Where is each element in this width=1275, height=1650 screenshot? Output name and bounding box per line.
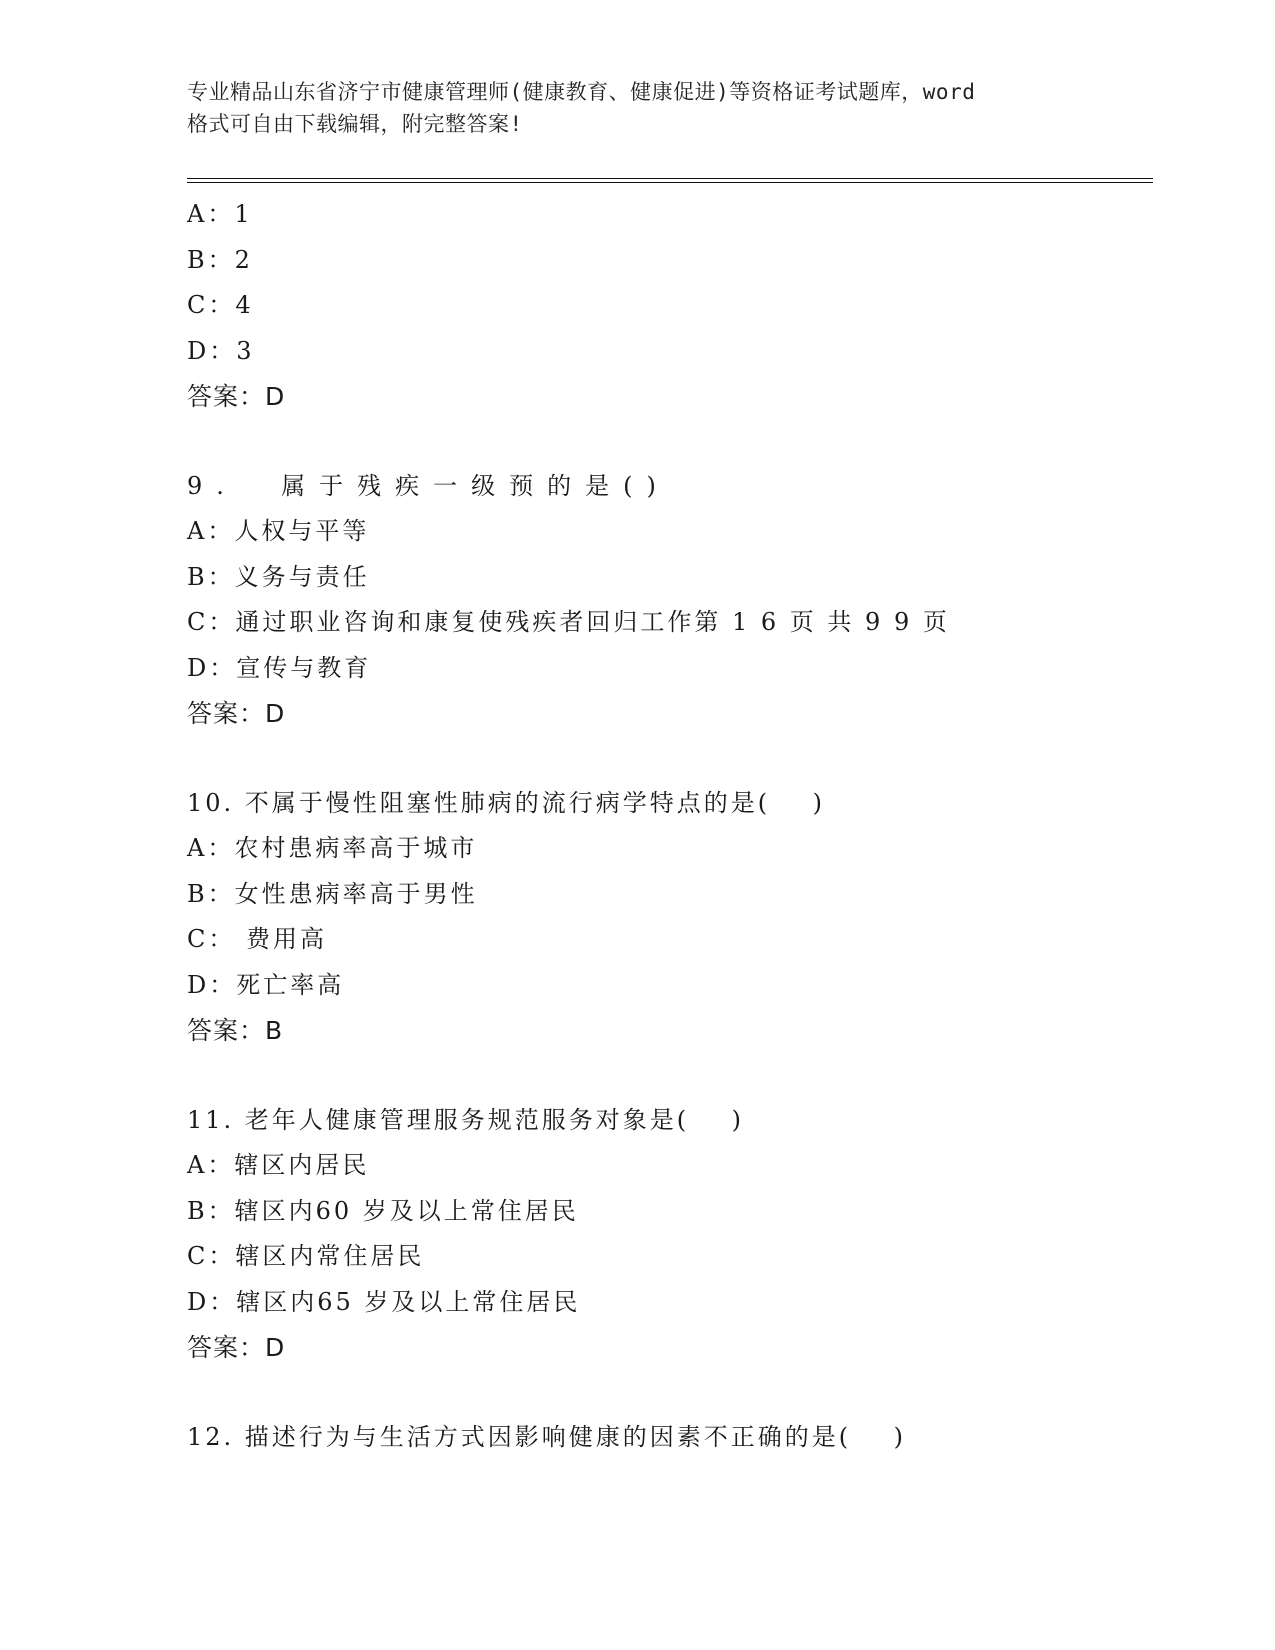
option-c: [187, 917, 1153, 963]
option-text: 辖区内居民: [234, 1151, 370, 1179]
question-block-8: [187, 192, 1153, 420]
question-block-10: [187, 781, 1153, 1054]
option-key: C：: [187, 925, 236, 953]
header-line-2: 格式可自由下载编辑，附完整答案!: [187, 112, 523, 136]
option-text: 女性患病率高于男性: [234, 879, 478, 908]
option-key: B：: [187, 879, 235, 908]
option-text: 2: [234, 245, 253, 274]
question-stem: 10. 不属于慢性阻塞性肺病的流行病学特点的是( ): [187, 788, 826, 817]
option-text: 3: [236, 336, 255, 365]
option-text: 4: [235, 291, 254, 319]
option-d: [187, 1280, 1153, 1326]
option-b: [187, 238, 1153, 284]
option-b: [187, 1189, 1153, 1235]
option-text: 宣传与教育: [236, 653, 372, 682]
answer-line: 答案：D: [187, 1333, 286, 1362]
option-c: [187, 283, 1153, 329]
option-c: [187, 600, 1153, 646]
option-c: [187, 1234, 1153, 1280]
option-text: 死亡率高: [236, 970, 345, 999]
option-d: [187, 329, 1153, 375]
answer-line: 答案：D: [187, 382, 286, 411]
option-key: B：: [187, 1196, 235, 1225]
option-text: 辖区内60 岁及以上常住居民: [234, 1196, 579, 1225]
option-key: A：: [187, 200, 235, 228]
option-text: 辖区内常住居民: [235, 1242, 425, 1270]
header-double-rule: [187, 178, 1153, 183]
answer-line: 答案：B: [187, 1016, 284, 1045]
option-key: B：: [187, 245, 235, 274]
option-key: B：: [187, 562, 235, 591]
option-text: 人权与平等: [234, 517, 370, 545]
question-stem: 11. 老年人健康管理服务规范服务对象是( ): [187, 1105, 745, 1134]
option-key: D：: [187, 1287, 237, 1316]
document-header: [187, 76, 1087, 140]
option-key: A：: [187, 834, 235, 862]
option-text: 通过职业咨询和康复使残疾者回归工作第 1 6 页 共 9 9 页: [235, 608, 950, 636]
question-block-11: [187, 1098, 1153, 1371]
question-stem: 9. 属于残疾一级预的是(): [187, 471, 670, 500]
option-a: [187, 509, 1153, 555]
option-d: [187, 646, 1153, 692]
option-text: 1: [234, 200, 253, 228]
option-a: [187, 1143, 1153, 1189]
option-key: C：: [187, 608, 236, 636]
option-b: [187, 872, 1153, 918]
option-key: D：: [187, 970, 237, 999]
option-text: 农村患病率高于城市: [234, 834, 478, 862]
question-block-9: [187, 464, 1153, 737]
question-block-12: [187, 1415, 1153, 1461]
option-key: D：: [187, 336, 237, 365]
option-text: 义务与责任: [234, 562, 370, 591]
option-key: A：: [187, 1151, 235, 1179]
option-key: A：: [187, 517, 235, 545]
option-text: 费用高: [235, 925, 328, 953]
option-key: D：: [187, 653, 237, 682]
header-line-1: 专业精品山东省济宁市健康管理师(健康教育、健康促进)等资格证考试题库，word: [187, 80, 976, 104]
option-key: C：: [187, 291, 236, 319]
option-b: [187, 555, 1153, 601]
option-a: [187, 826, 1153, 872]
option-d: [187, 963, 1153, 1009]
option-a: [187, 192, 1153, 238]
option-key: C：: [187, 1242, 236, 1270]
question-stem: 12. 描述行为与生活方式因影响健康的因素不正确的是( ): [187, 1422, 907, 1451]
question-list: [187, 192, 1153, 1460]
option-text: 辖区内65 岁及以上常住居民: [236, 1287, 581, 1316]
answer-line: 答案：D: [187, 699, 286, 728]
